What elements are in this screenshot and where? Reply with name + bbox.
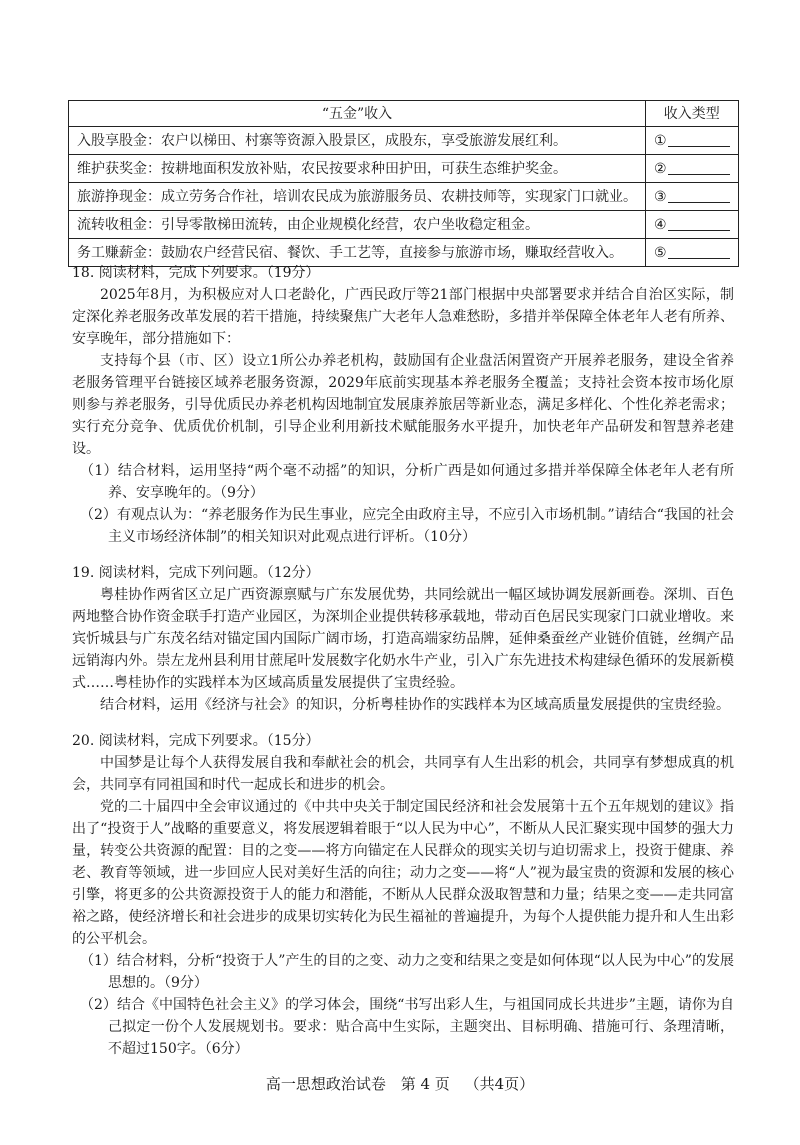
answer-blank bbox=[668, 188, 730, 203]
income-description: 流转收租金：引导零散梯田流转，由企业规模化经营，农户坐收稳定租金。 bbox=[69, 211, 646, 239]
table-row bbox=[69, 155, 739, 183]
question-20-sub-2: （2）结合《中国特色社会主义》的学习体会，围绕“书写出彩人生，与祖国同成长共进步”主题，请你为自己拟定一份个人发展规划书。要求：贴合高中生实际，主题突出、目标明确、措施可行、条理清晰，不超过150字。（6分） bbox=[80, 997, 734, 1057]
page-footer bbox=[0, 1073, 800, 1095]
income-table bbox=[68, 100, 739, 267]
footer-subject: 高一思想政治试卷 bbox=[265, 1075, 386, 1093]
question-20-heading: 20. 阅读材料，完成下列要求。（15分） bbox=[72, 733, 320, 749]
income-description: 务工赚薪金：鼓励农户经营民宿、餐饮、手工艺等，直接参与旅游市场，赚取经营收入。 bbox=[69, 239, 646, 267]
answer-blank bbox=[668, 132, 730, 147]
income-type-column-header: 收入类型 bbox=[646, 101, 739, 127]
answer-marker: ① bbox=[654, 132, 667, 149]
question-19-material: 粤桂协作两省区立足广西资源禀赋与广东发展优势，共同绘就出一幅区域协调发展新画卷。深圳、百色两地整合协作资金联手打造产业园区，为深圳企业提供转移承载地，带动百色居民实现家门口就业增收。来宾忻城县与广东茂名结对锚定国内国际广阔市场，打造高端家纺品牌，延伸桑蚕丝产业链价值链，丝绸产品远销海内外。崇左龙州县利用甘蔗尾叶发展数字化奶水牛产业，引入广东先进技术构建绿色循环的发展新模式……粤桂协作的实践样本为区域高质量发展提供了宝贵经验。 bbox=[72, 587, 734, 691]
income-type-cell bbox=[646, 183, 739, 211]
question-20-material-dream: 中国梦是让每个人获得发展自我和奉献社会的机会，共同享有人生出彩的机会，共同享有梦想成真的机会，共同享有同祖国和时代一起成长和进步的机会。 bbox=[72, 755, 734, 793]
answer-marker: ③ bbox=[654, 188, 667, 205]
question-19-prompt: 结合材料，运用《经济与社会》的知识，分析粤桂协作的实践样本为区域高质量发展提供的宝贵经验。 bbox=[100, 697, 730, 713]
answer-blank bbox=[668, 216, 730, 231]
answer-blank bbox=[668, 244, 730, 259]
table-row bbox=[69, 127, 739, 155]
question-18 bbox=[72, 262, 734, 548]
income-description: 入股享股金：农户以梯田、村寨等资源入股景区，成股东，享受旅游发展红利。 bbox=[69, 127, 646, 155]
question-18-sub-1: （1）结合材料，运用坚持“两个毫不动摇”的知识，分析广西是如何通过多措并举保障全体老年人老有所养、安享晚年的。（9分） bbox=[80, 463, 734, 501]
questions-section bbox=[72, 262, 734, 1060]
answer-marker: ⑤ bbox=[654, 244, 667, 261]
question-20 bbox=[72, 730, 734, 1060]
question-18-heading: 18. 阅读材料，完成下列要求。（19分） bbox=[72, 265, 320, 281]
table-row bbox=[69, 211, 739, 239]
question-19 bbox=[72, 562, 734, 716]
question-18-sub-2: （2）有观点认为：“养老服务作为民生事业，应完全由政府主导，不应引入市场机制。”请结合“我国的社会主义市场经济体制”的相关知识对此观点进行评析。（10分） bbox=[80, 507, 734, 545]
answer-marker: ② bbox=[654, 160, 667, 177]
question-18-material-intro: 2025年8月，为积极应对人口老龄化，广西民政厅等21部门根据中央部署要求并结合自治区实际，制定深化养老服务改革发展的若干措施，持续聚焦广大老年人急难愁盼，多措并举保障全体老年人老有所养、安享晚年，部分措施如下： bbox=[72, 287, 734, 347]
footer-total-pages: （共4页） bbox=[464, 1075, 535, 1093]
answer-blank bbox=[668, 160, 730, 175]
table-row bbox=[69, 183, 739, 211]
income-type-cell bbox=[646, 211, 739, 239]
income-column-header: “五金”收入 bbox=[69, 101, 646, 127]
question-19-heading: 19. 阅读材料，完成下列问题。（12分） bbox=[72, 565, 320, 581]
income-type-cell bbox=[646, 155, 739, 183]
footer-page-number: 第 4 页 bbox=[400, 1075, 450, 1093]
income-table-header-row bbox=[69, 101, 739, 127]
income-description: 维护获奖金：按耕地面积发放补贴，农民按要求种田护田，可获生态维护奖金。 bbox=[69, 155, 646, 183]
income-type-cell bbox=[646, 127, 739, 155]
question-20-sub-1: （1）结合材料，分析“投资于人”产生的目的之变、动力之变和结果之变是如何体现“以人民为中心”的发展思想的。（9分） bbox=[80, 953, 734, 991]
question-18-material-measures: 支持每个县（市、区）设立1所公办养老机构，鼓励国有企业盘活闲置资产开展养老服务，建设全省养老服务管理平台链接区域养老服务资源，2029年底前实现基本养老服务全覆盖；支持社会资本按市场化原则参与养老服务，引导优质民办养老机构因地制宜发展康养旅居等新业态，满足多样化、个性化养老需求；实行充分竞争、优质优价机制，引导企业利用新技术赋能服务水平提升，加快老年产品研发和智慧养老建设。 bbox=[72, 353, 734, 457]
question-20-material-invest: 党的二十届四中全会审议通过的《中共中央关于制定国民经济和社会发展第十五个五年规划的建议》指出了“投资于人”战略的重要意义，将发展逻辑着眼于“以人民为中心”，不断从人民汇聚实现中国梦的强大力量，转变公共资源的配置：目的之变——将方向锚定在人民群众的现实关切与迫切需求上，投资于健康、养老、教育等领域，进一步回应人民对美好生活的向往；动力之变——将“人”视为最宝贵的资源和发展的核心引擎，将更多的公共资源投资于人的能力和潜能，不断从人民群众汲取智慧和力量；结果之变——走共同富裕之路，使经济增长和社会进步的成果切实转化为民生福祉的普遍提升，为每个人提供能力提升和人生出彩的公平机会。 bbox=[72, 799, 734, 947]
income-description: 旅游挣现金：成立劳务合作社，培训农民成为旅游服务员、农耕技师等，实现家门口就业。 bbox=[69, 183, 646, 211]
answer-marker: ④ bbox=[654, 216, 667, 233]
